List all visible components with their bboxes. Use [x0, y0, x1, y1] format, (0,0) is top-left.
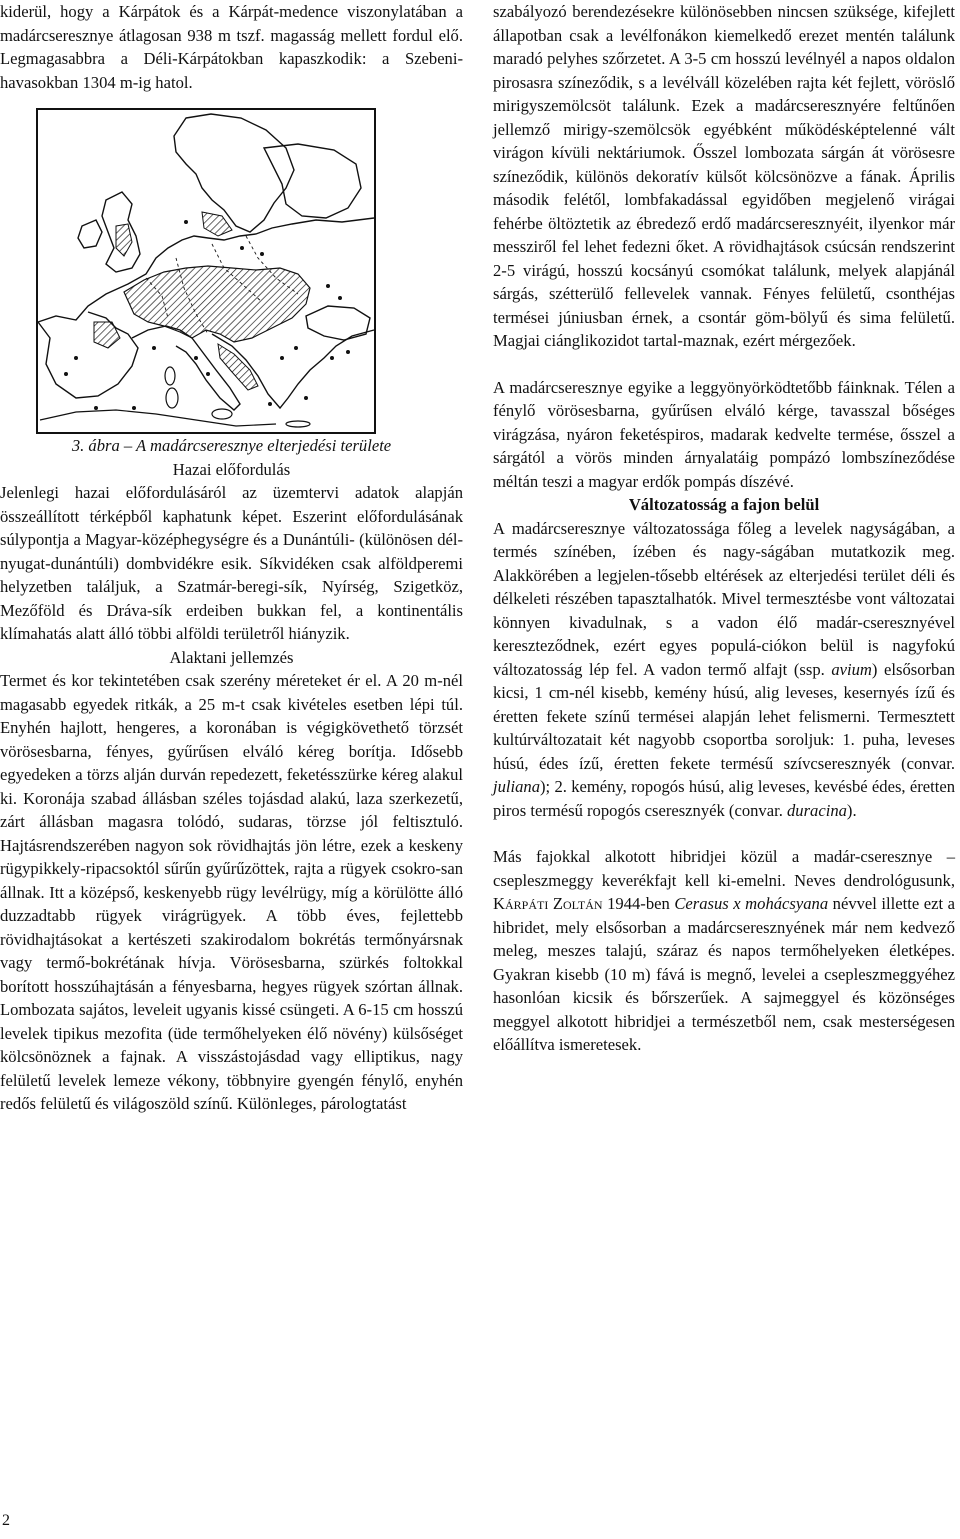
paragraph-alaktani: Termet és kor tekintetében csak szerény méreteket ér el. A 20 m-nél magasabb egyedek ritkák, a 25 m-t csak kivételes esetben lépi túl. Enyhén hajlott, hengeres, a koronában is végigkövethető törzsét vörösesbarna, fényes, gyűrűsen elváló kéreg borítja. Idősebb egyedeken a törzs alján durván repedezett, feketésszürke kéreg alakul ki. Koronája szabad állásban széles tojásdad alakú, laza szerkezetű, zárt állásban magasra tolódó, sudaras, törzse jól feltisztuló. Hajtásrendszerében nagyon sok rövidhajtás jön létre, ezek a keskeny rügypikkely-ripacsoktól sűrűn gyűrűzöttek, rajta a rügyek csokro-san állnak. Itt a középső, keskenyebb rügy levélrügy, míg a körülötte álló duzzadtabb rügyek virágrügyek. A több éves, fejlettebb rövidhajtásokat a kertészeti szakirodalom bokrétás termőnyársnak vagy termő-bokrétának hívja. Vörösesbarna, szürkés foltokkal borított hosszúhajtásán a fényesbarna, hegyes rügyek szórtan állnak. Lombozata sajátos, leveleit ugyanis kissé csüngeti. A 6-15 cm hosszú levelek tipikus mezofita (üde termőhelyeken élő növény) külsőséget kölcsönöznek a fajnak. A visszástojásdad vagy elliptikus, nagy felületű levelek lemeze vékony, többnyire gyengén fénylő, enyhén redős felületű és világoszöld színű. Különleges, párologtatást — [0, 671, 463, 1113]
heading-valtozatossag: Változatosság a fajon belül — [628, 495, 820, 514]
paragraph-dekorativ: A madárcseresznye egyike a leggyönyörködtetőbb fáinknak. Télen a fénylő vörösesbarna, gyűrűsen elváló kérge, tavasszal bőséges virágzása, nyáron feketéspiros, madarak kedvelte termése, ősszel a sárgától a vörös minden árnyalatáig pompázó lombszíneződése méltán teszi a magyar erdők pompás díszévé. — [493, 377, 955, 491]
text-run: ). — [846, 800, 857, 820]
italic-cerasus-mohacsyana: Cerasus x mohácsyana — [674, 894, 829, 913]
text-run: ); 2. kemény, ropogós húsú, alig leveses, kevésbé édes, éretten piros termésű ropogós cseresznyék (convar. — [493, 777, 955, 820]
intro-paragraph: kiderül, hogy a Kárpátok és a Kárpát-medence viszonylatában a madárcseresznye átlagosan 938 m tszf. magasság mellett fordul elő. Legmagasabbra a Déli-Kárpátokban kapaszkodik: a Szebeni-havasokban 1304 m-ig hatol. — [0, 2, 463, 92]
left-column — [0, 0, 463, 1116]
page-number: 2 — [2, 1512, 10, 1529]
heading-alaktani-jellemzes: Alaktani jellemzés — [169, 647, 294, 667]
text-run: ) elsősorban kicsi, 1 cm-nél kisebb, kemény húsú, alig leveses, kesernyés ízű és éretten fekete színű termései alapján lehet felismerni. Termesztett kultúrváltozatait két nagyobb csoportba soroljuk: 1. puha, leveses húsú, édes ízű, éretten fekete termésű szívcseresznyék (convar. — [493, 659, 955, 773]
paragraph-valtozatossag — [493, 517, 955, 823]
italic-juliana: juliana — [493, 777, 541, 796]
distribution-map — [36, 108, 376, 434]
author-name-karpati: Kárpáti Zoltán — [493, 894, 603, 913]
italic-avium: avium — [831, 659, 872, 679]
right-column — [493, 0, 955, 1057]
europe-map-figure — [36, 108, 376, 434]
figure-caption: 3. ábra – A madárcseresznye elterjedési területe — [71, 436, 392, 455]
heading-hazai-elofordulas: Hazai előfordulás — [172, 459, 291, 479]
paragraph-continuation: szabályozó berendezésekre különösebben nincsen szüksége, kifejlett állapotban csak a levélfonákon kiemelkedő erezet mentén találunk maradó pelyhes szőrzetet. A 3-5 cm hosszú levélnyél a napos oldalon pirosasra színeződik, s a levélváll közelében rajta két fejlett, vöröslő mirigyszemölcsöt találunk. Ezek a madárcseresznyére feltűnően jellemző mirigy-szemölcsök egyébként működésképtelenné vált virágon kívüli nektáriumok. Ősszel lombozata sárgán át vörösesre színeződik, különös dekoratív külsőt kölcsönözve a fának. Április második felétől, lombfakadással egyidőben megjelenő virágai fehérbe öltöztetik az ébredező erdő madárcseresznyéit, ilyenkor már messziről fel lehet fedezni őket. A rövidhajtások csúcsán rendszerint 2-5 virágú, hosszú kocsányú csomókat találunk, melyek alapjánál sárgás, szétterülő fellevelek vannak. Fényes felületű, csonthéjas termései júniusban érnek, a csontár göm-bölyű és sima felületű. Magjai ciánglikozidot tartal-maznak, ezért mérgezőek. — [493, 2, 955, 350]
text-run: 1944-ben — [602, 894, 675, 913]
text-run: A madárcseresznye változatossága főleg a levelek nagyságában, a termés színében, ízében és nagy-ságában mutatkozik meg. Alakkörében a legjelen-tősebb eltérések az elterjedési terület déli és délkeleti részében tapasztalhatók. Mivel termesztésbe vont változatai könnyen kivadulnak, s a vadon élő madár-cseresznyével kereszteződnek, ezért egyes populá-ciókon belül is nagyfokú változatosság lép fel. A vadon termő alfajt (ssp. — [493, 518, 955, 679]
text-run: névvel illette ezt a hibridet, mely elsősorban a madárcseresznyének már nem kedvező meleg, meszes talajú, száraz és napos termőhelyeken életképes. Gyakran kisebb (10 m) fává is megnő, levelei a csepleszmeggyéhez hasonlóan kicsik és bőrszerűek. A sajmeggyel és közönséges meggyel alkotott hibridjei a természetből nem, csak mesterségesen előállítva ismeretesek. — [493, 894, 955, 1054]
paragraph-hibrid — [493, 845, 955, 1057]
text-run: Más fajokkal alkotott hibridjei közül a madár-cseresznye – csepleszmeggy keverékfajt kell ki-emelni. Neves dendrológusunk, — [493, 847, 955, 890]
paragraph-hazai: Jelenlegi hazai előfordulásáról az üzemtervi adatok alapján összeállított térképből kaphatunk képet. Eszerint előfordulásának súlypontja a Magyar-középhegységre és a Dunántúli- (különösen dél-nyugat-dunántúli) dombvidékre esik. Síkvidéken csak alföldperemi helyzetben találjuk, a Szatmár-beregi-sík, Nyírség, Szigetköz, Mezőföld és Dráva-sík erdeiben bukkan fel, a kontinentális klímahatás alatt álló többi alföldi területről hiányzik. — [0, 483, 463, 643]
italic-duracina: duracina — [787, 800, 847, 820]
